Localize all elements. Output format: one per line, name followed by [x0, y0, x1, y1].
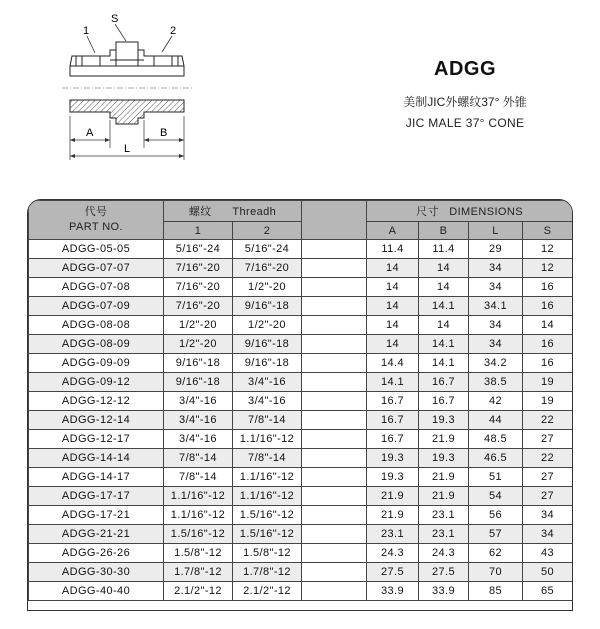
thread-1-cell: 1/2"-20 [164, 335, 233, 354]
dim-a-cell: 16.7 [367, 411, 419, 430]
dim-b-cell: 14.1 [419, 335, 469, 354]
dim-b-cell: 23.1 [419, 506, 469, 525]
dim-b-cell: 24.3 [419, 544, 469, 563]
spacer-cell [302, 259, 367, 278]
table-row [29, 354, 573, 373]
table-row [29, 392, 573, 411]
spacer-cell [302, 297, 367, 316]
dim-s-cell: 65 [523, 582, 573, 601]
dim-a-cell: 19.3 [367, 468, 419, 487]
dim-s-cell: 50 [523, 563, 573, 582]
part-no-cell: ADGG-07-09 [29, 297, 164, 316]
table-row [29, 411, 573, 430]
table-row [29, 563, 573, 582]
dim-l-cell: 34 [469, 335, 523, 354]
dim-l-cell: 34 [469, 316, 523, 335]
spacer-cell [302, 240, 367, 259]
dim-l-cell: 54 [469, 487, 523, 506]
dim-s-cell: 43 [523, 544, 573, 563]
dim-s-cell: 12 [523, 259, 573, 278]
dim-s-cell: 14 [523, 316, 573, 335]
table-row [29, 506, 573, 525]
thread-1-cell: 7/8"-14 [164, 449, 233, 468]
dim-b-cell: 16.7 [419, 373, 469, 392]
part-no-cell: ADGG-26-26 [29, 544, 164, 563]
thread-col-2: 2 [233, 222, 302, 240]
part-no-cell: ADGG-08-09 [29, 335, 164, 354]
dim-a-cell: 21.9 [367, 487, 419, 506]
dim-l-cell: 57 [469, 525, 523, 544]
spacer-cell [302, 582, 367, 601]
dim-a-cell: 14.1 [367, 373, 419, 392]
dim-col-a: A [367, 222, 419, 240]
callout-1: 1 [83, 25, 90, 37]
dim-l-cell: 34 [469, 278, 523, 297]
dim-b-cell: 11.4 [419, 240, 469, 259]
part-no-cell: ADGG-12-14 [29, 411, 164, 430]
dim-s-cell: 16 [523, 278, 573, 297]
table-row [29, 316, 573, 335]
part-no-cell: ADGG-09-09 [29, 354, 164, 373]
spec-table-body [29, 240, 573, 601]
thread-2-cell: 1/2"-20 [233, 316, 302, 335]
table-row [29, 487, 573, 506]
dim-b-cell: 14.1 [419, 354, 469, 373]
fitting-diagram [40, 8, 210, 168]
dim-b-cell: 14 [419, 259, 469, 278]
thread-2-cell: 3/4"-16 [233, 373, 302, 392]
dim-a-cell: 24.3 [367, 544, 419, 563]
thread-1-cell: 2.1/2"-12 [164, 582, 233, 601]
dim-l-cell: 85 [469, 582, 523, 601]
thread-1-cell: 5/16"-24 [164, 240, 233, 259]
subtitle-chinese: 美制JIC外螺纹37° 外锥 [403, 95, 527, 109]
dim-a-cell: 19.3 [367, 449, 419, 468]
thread-2-cell: 1.5/16"-12 [233, 525, 302, 544]
part-no-cell: ADGG-17-17 [29, 487, 164, 506]
dim-s-cell: 16 [523, 335, 573, 354]
dim-a-cell: 27.5 [367, 563, 419, 582]
spacer-cell [302, 430, 367, 449]
dim-a-cell: 21.9 [367, 506, 419, 525]
thread-header: 螺纹 Threadh [164, 201, 302, 222]
thread-2-cell: 1.1/16"-12 [233, 430, 302, 449]
part-no-cell: ADGG-12-12 [29, 392, 164, 411]
part-no-cell: ADGG-05-05 [29, 240, 164, 259]
thread-2-cell: 5/16"-24 [233, 240, 302, 259]
spacer-cell [302, 392, 367, 411]
table-row [29, 373, 573, 392]
dim-s-cell: 16 [523, 354, 573, 373]
dim-l-cell: 38.5 [469, 373, 523, 392]
part-no-cell: ADGG-21-21 [29, 525, 164, 544]
part-no-header-en: PART NO. [69, 221, 123, 233]
dim-l-cell: 62 [469, 544, 523, 563]
dim-a-cell: 14 [367, 259, 419, 278]
dim-l-cell: 42 [469, 392, 523, 411]
thread-1-cell: 1.7/8"-12 [164, 563, 233, 582]
part-no-header [29, 201, 164, 240]
dim-b-cell: 14.1 [419, 297, 469, 316]
thread-2-cell: 9/16"-18 [233, 335, 302, 354]
dim-b-label: B [160, 127, 168, 139]
dim-b-cell: 27.5 [419, 563, 469, 582]
thread-1-cell: 1.5/8"-12 [164, 544, 233, 563]
thread-2-cell: 1.5/16"-12 [233, 506, 302, 525]
thread-1-cell: 7/8"-14 [164, 468, 233, 487]
thread-2-cell: 7/16"-20 [233, 259, 302, 278]
callout-s: S [111, 13, 119, 25]
thread-2-cell: 1.1/16"-12 [233, 487, 302, 506]
dim-b-cell: 21.9 [419, 430, 469, 449]
dim-l-cell: 70 [469, 563, 523, 582]
model-title: ADGG [434, 58, 496, 80]
thread-2-cell: 2.1/2"-12 [233, 582, 302, 601]
part-no-cell: ADGG-08-08 [29, 316, 164, 335]
dim-l-cell: 34 [469, 259, 523, 278]
part-no-cell: ADGG-12-17 [29, 430, 164, 449]
spacer-cell [302, 354, 367, 373]
spacer-cell [302, 487, 367, 506]
dim-s-cell: 27 [523, 487, 573, 506]
thread-1-cell: 7/16"-20 [164, 297, 233, 316]
spec-table-frame [27, 199, 573, 611]
dim-b-cell: 21.9 [419, 487, 469, 506]
spacer-cell [302, 544, 367, 563]
dim-a-cell: 11.4 [367, 240, 419, 259]
table-row [29, 525, 573, 544]
dim-s-cell: 27 [523, 468, 573, 487]
thread-1-cell: 7/16"-20 [164, 278, 233, 297]
dim-s-cell: 12 [523, 240, 573, 259]
dim-l-cell: 34.1 [469, 297, 523, 316]
dim-a-cell: 14 [367, 316, 419, 335]
dim-b-cell: 23.1 [419, 525, 469, 544]
dim-col-b: B [419, 222, 469, 240]
spacer-cell [302, 468, 367, 487]
dim-a-cell: 14 [367, 278, 419, 297]
table-row [29, 335, 573, 354]
header-row-1 [29, 201, 573, 222]
spacer-cell [302, 373, 367, 392]
dim-a-cell: 14 [367, 297, 419, 316]
subtitle-english: JIC MALE 37° CONE [405, 116, 525, 130]
dim-a-label: A [86, 127, 94, 139]
thread-2-cell: 3/4"-16 [233, 392, 302, 411]
dim-l-cell: 46.5 [469, 449, 523, 468]
dim-a-cell: 33.9 [367, 582, 419, 601]
table-row [29, 297, 573, 316]
thread-1-cell: 3/4"-16 [164, 411, 233, 430]
dimensions-header: 尺寸 DIMENSIONS [367, 201, 573, 222]
thread-1-cell: 1.1/16"-12 [164, 506, 233, 525]
thread-2-cell: 1.5/8"-12 [233, 544, 302, 563]
part-no-cell: ADGG-17-21 [29, 506, 164, 525]
thread-2-cell: 1/2"-20 [233, 278, 302, 297]
thread-2-cell: 7/8"-14 [233, 411, 302, 430]
dim-b-cell: 21.9 [419, 468, 469, 487]
part-no-cell: ADGG-40-40 [29, 582, 164, 601]
part-no-cell: ADGG-14-17 [29, 468, 164, 487]
dim-l-cell: 29 [469, 240, 523, 259]
dim-b-cell: 19.3 [419, 411, 469, 430]
thread-2-cell: 1.7/8"-12 [233, 563, 302, 582]
dim-s-cell: 22 [523, 449, 573, 468]
spec-table [28, 200, 573, 601]
dim-a-cell: 14 [367, 335, 419, 354]
dim-l-cell: 44 [469, 411, 523, 430]
thread-1-cell: 1.1/16"-12 [164, 487, 233, 506]
spacer-cell [302, 411, 367, 430]
table-row [29, 544, 573, 563]
dim-l-cell: 34.2 [469, 354, 523, 373]
thread-2-cell: 7/8"-14 [233, 449, 302, 468]
dim-l-cell: 48.5 [469, 430, 523, 449]
spacer-cell [302, 506, 367, 525]
dim-l-cell: 56 [469, 506, 523, 525]
dim-s-cell: 34 [523, 506, 573, 525]
dim-b-cell: 16.7 [419, 392, 469, 411]
table-row [29, 259, 573, 278]
dim-s-cell: 34 [523, 525, 573, 544]
part-no-cell: ADGG-14-14 [29, 449, 164, 468]
thread-2-cell: 9/16"-18 [233, 354, 302, 373]
table-row [29, 430, 573, 449]
dim-a-cell: 14.4 [367, 354, 419, 373]
dim-s-cell: 19 [523, 392, 573, 411]
thread-1-cell: 3/4"-16 [164, 392, 233, 411]
dim-s-cell: 16 [523, 297, 573, 316]
dim-a-cell: 16.7 [367, 392, 419, 411]
spacer-cell [302, 563, 367, 582]
table-row [29, 468, 573, 487]
thread-2-cell: 1.1/16"-12 [233, 468, 302, 487]
thread-1-cell: 1/2"-20 [164, 316, 233, 335]
part-no-cell: ADGG-30-30 [29, 563, 164, 582]
thread-col-1: 1 [164, 222, 233, 240]
table-row [29, 582, 573, 601]
table-row [29, 449, 573, 468]
dim-s-cell: 27 [523, 430, 573, 449]
table-row [29, 240, 573, 259]
thread-1-cell: 9/16"-18 [164, 373, 233, 392]
spacer-cell [302, 316, 367, 335]
table-row [29, 278, 573, 297]
dim-s-cell: 19 [523, 373, 573, 392]
thread-1-cell: 9/16"-18 [164, 354, 233, 373]
dim-l-cell: 51 [469, 468, 523, 487]
dim-l-label: L [124, 143, 131, 155]
part-no-cell: ADGG-07-08 [29, 278, 164, 297]
spacer-cell [302, 449, 367, 468]
thread-2-cell: 9/16"-18 [233, 297, 302, 316]
part-no-cell: ADGG-07-07 [29, 259, 164, 278]
dim-a-cell: 23.1 [367, 525, 419, 544]
header-spacer [302, 201, 367, 240]
callout-2: 2 [170, 25, 177, 37]
spacer-cell [302, 525, 367, 544]
dim-col-s: S [523, 222, 573, 240]
dim-s-cell: 22 [523, 411, 573, 430]
thread-1-cell: 1.5/16"-12 [164, 525, 233, 544]
dim-b-cell: 33.9 [419, 582, 469, 601]
dim-b-cell: 14 [419, 278, 469, 297]
part-no-cell: ADGG-09-12 [29, 373, 164, 392]
fitting-drawing [40, 8, 210, 168]
thread-1-cell: 7/16"-20 [164, 259, 233, 278]
dim-b-cell: 19.3 [419, 449, 469, 468]
dim-b-cell: 14 [419, 316, 469, 335]
product-heading [380, 58, 550, 130]
dim-a-cell: 16.7 [367, 430, 419, 449]
spacer-cell [302, 278, 367, 297]
spacer-cell [302, 335, 367, 354]
dim-col-l: L [469, 222, 523, 240]
part-no-header-cn: 代号 [84, 206, 108, 218]
thread-1-cell: 3/4"-16 [164, 430, 233, 449]
